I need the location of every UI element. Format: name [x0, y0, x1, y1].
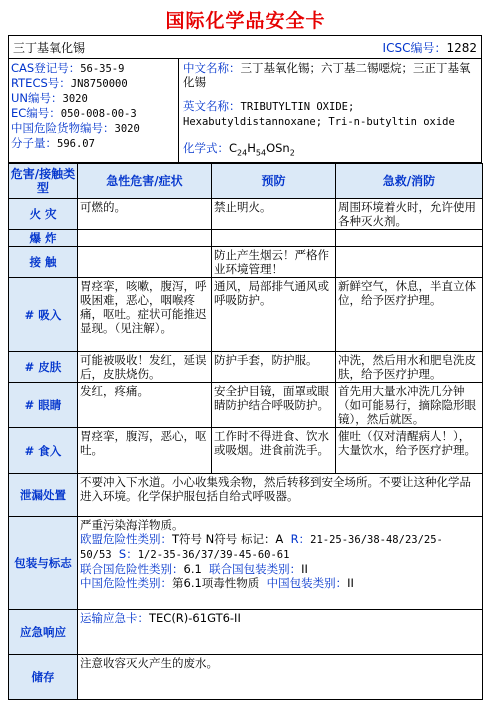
en-name-value: TRIBUTYLTIN OXIDE; Hexabutyldistannoxane; Tri-n-butyltin oxide	[183, 101, 455, 128]
row-category: # 食入	[9, 428, 78, 474]
row-prevention: 安全护目镜，面罩或眼睛防护结合呼吸防护。	[212, 383, 336, 428]
row-first-aid: 首先用大量水冲洗几分钟（如可能易行，摘除隐形眼镜），然后就医。	[336, 383, 483, 428]
row-category: 接 触	[9, 247, 78, 278]
r-label: R：	[290, 532, 311, 546]
hazard-row-fire	[9, 199, 483, 230]
cn-name-value: 三丁基氧化锡；六丁基二锡噁烷；三正丁基氧化锡	[183, 61, 471, 89]
hazard-row-inhalation	[9, 278, 483, 352]
en-name-label: 英文名称：	[183, 99, 241, 113]
mw-label: 分子量：	[11, 136, 57, 150]
row-prevention: 防止产生烟云！严格作业环境管理！	[212, 247, 336, 278]
row-acute	[78, 230, 212, 247]
cas-row	[11, 61, 176, 76]
storage-category: 储存	[9, 655, 78, 700]
mw-value: 596.07	[57, 138, 95, 150]
chemical-name: 三丁基氧化锡	[13, 40, 86, 55]
packaging-line1: 严重污染海洋物质。	[80, 518, 184, 532]
row-prevention: 禁止明火。	[212, 199, 336, 230]
formula-row	[183, 141, 477, 160]
col-prevention: 预防	[212, 164, 336, 199]
row-first-aid: 新鲜空气，休息，半直立体位，给予医疗护理。	[336, 278, 483, 352]
packaging-row	[9, 517, 483, 610]
ec-value: 050-008-00-3	[60, 108, 137, 120]
identifiers-right	[179, 59, 481, 162]
icsc-card	[8, 35, 482, 700]
spill-text: 不要冲入下水道。小心收集残余物，然后转移到安全场所。不要让这种化学品进入环境。化学保护服包括自给式呼吸器。	[78, 474, 483, 517]
row-prevention: 工作时不得进食、饮水或吸烟。进食前洗手。	[212, 428, 336, 474]
ec-label: EC编号：	[11, 106, 61, 120]
identifiers-block	[8, 59, 482, 163]
hazard-row-exposure	[9, 247, 483, 278]
rtecs-label: RTECS号：	[11, 76, 71, 90]
un-class-label: 联合国危险性类别：	[80, 562, 184, 576]
row-category: # 眼睛	[9, 383, 78, 428]
row-first-aid: 催吐（仅对清醒病人！），大量饮水，给予医疗护理。	[336, 428, 483, 474]
row-category: # 皮肤	[9, 352, 78, 383]
cas-label: CAS登记号：	[11, 61, 81, 75]
icsc-number	[383, 39, 477, 56]
emergency-row	[9, 610, 483, 655]
cn-danger-row	[11, 121, 176, 136]
storage-text: 注意收容灭火产生的废水。	[78, 655, 483, 700]
un-pack-label: 联合国包装类别：	[209, 562, 302, 576]
identifiers-left	[9, 59, 179, 162]
spill-category: 泄漏处置	[9, 474, 78, 517]
row-category: 火 灾	[9, 199, 78, 230]
r-value: 21-25-36/38-48/23/25-50/53	[80, 534, 443, 561]
col-first-aid: 急救/消防	[336, 164, 483, 199]
row-prevention: 防护手套，防护服。	[212, 352, 336, 383]
un-classification	[80, 562, 480, 576]
un-row	[11, 91, 176, 106]
row-acute: 发红，疼痛。	[78, 383, 212, 428]
row-acute	[78, 247, 212, 278]
cn-class-value: 第6.1项毒性物质	[172, 576, 260, 590]
hazard-row-explosion	[9, 230, 483, 247]
cn-class-label: 中国危险性类别：	[80, 576, 172, 590]
s-label: S：	[118, 547, 138, 561]
row-acute: 胃痉挛，咳嗽，腹泻，呼吸困难，恶心，咽喉疼痛，呕吐。症状可能推迟显现。（见注解）。	[78, 278, 212, 352]
cn-danger-value: 3020	[114, 123, 140, 135]
storage-row	[9, 655, 483, 700]
spill-row	[9, 474, 483, 517]
row-prevention: 通风，局部排气通风或呼吸防护。	[212, 278, 336, 352]
cn-name-row	[183, 61, 477, 99]
eu-value: T符号 N符号 标记：A	[172, 532, 284, 546]
eu-classification	[80, 532, 480, 562]
un-value: 3020	[62, 93, 88, 105]
col-acute: 急性危害/症状	[78, 164, 212, 199]
un-label: UN编号：	[11, 91, 63, 105]
hazard-row-ingestion	[9, 428, 483, 474]
icsc-label: ICSC编号：	[382, 40, 447, 55]
row-prevention	[212, 230, 336, 247]
emergency-category: 应急响应	[9, 610, 78, 655]
cn-name-label: 中文名称：	[183, 61, 241, 75]
row-category: 爆 炸	[9, 230, 78, 247]
row-acute: 可能被吸收！发红，延误后，皮肤烧伤。	[78, 352, 212, 383]
row-first-aid: 冲洗，然后用水和肥皂洗皮肤，给予医疗护理。	[336, 352, 483, 383]
packaging-category: 包装与标志	[9, 517, 78, 610]
mw-row	[11, 136, 176, 151]
card-header	[8, 35, 482, 59]
cn-pack-label: 中国包装类别：	[266, 576, 348, 590]
hazard-header-row	[9, 164, 483, 199]
emergency-label: 运输应急卡：	[80, 611, 149, 625]
row-first-aid	[336, 230, 483, 247]
cn-classification	[80, 576, 480, 590]
rtecs-value: JN8750000	[70, 78, 128, 90]
emergency-value: TEC(R)-61GT6-II	[149, 611, 241, 625]
row-first-aid: 周围环境着火时，允许使用各种灭火剂。	[336, 199, 483, 230]
hazard-row-eyes	[9, 383, 483, 428]
formula-label: 化学式：	[183, 141, 229, 155]
icsc-value: 1282	[446, 40, 477, 55]
page-title: 国际化学品安全卡	[165, 10, 326, 32]
hazard-row-skin	[9, 352, 483, 383]
eu-label: 欧盟危险性类别：	[80, 532, 172, 546]
col-type: 危害/接触类型	[9, 164, 78, 199]
rtecs-row	[11, 76, 176, 91]
row-first-aid	[336, 247, 483, 278]
en-name-row	[183, 99, 477, 141]
emergency-content	[78, 610, 483, 655]
s-value: 1/2-35-36/37/39-45-60-61	[137, 549, 290, 561]
cn-danger-label: 中国危险货物编号：	[11, 121, 115, 135]
un-pack-value: II	[301, 562, 308, 576]
packaging-content	[78, 517, 483, 610]
row-acute: 可燃的。	[78, 199, 212, 230]
hazard-table	[8, 163, 483, 700]
cn-pack-value: II	[347, 576, 354, 590]
cas-value: 56-35-9	[80, 63, 125, 75]
un-class-value: 6.1	[183, 562, 202, 576]
row-acute: 胃痉挛，腹泻，恶心，呕吐。	[78, 428, 212, 474]
formula-value: $C_{24}H_{54}OSn_2$	[229, 141, 295, 158]
row-category: # 吸入	[9, 278, 78, 352]
ec-row	[11, 106, 176, 121]
